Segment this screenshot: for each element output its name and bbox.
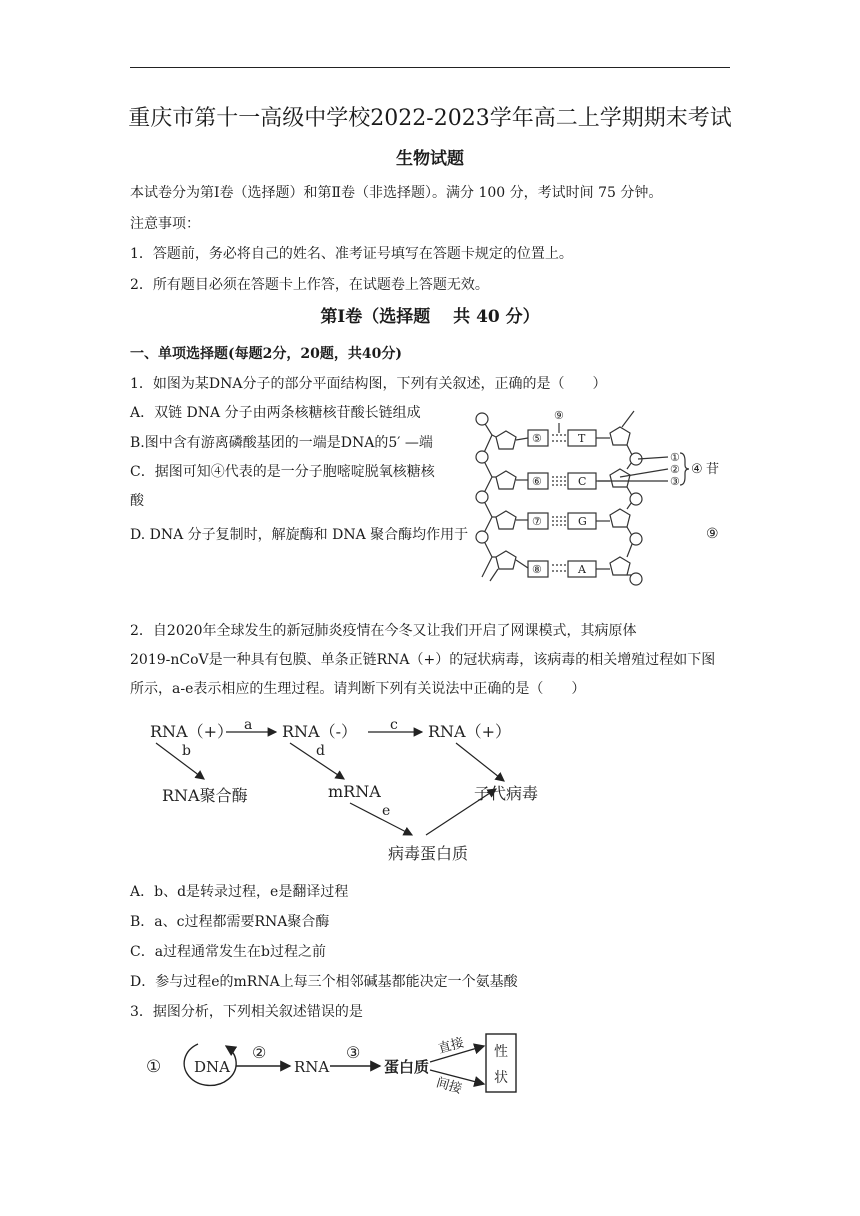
q1-stem: 1．如图为某DNA分子的部分平面结构图，下列有关叙述，正确的是（ ） [130,376,607,392]
label-4: ④ [691,462,703,477]
q2-option-d: D．参与过程e的mRNA上每三个相邻碱基都能决定一个氨基酸 [130,974,518,990]
trait-char-1: 性 [494,1044,508,1060]
numbered-box-7: ⑦ [532,515,542,528]
numbered-box-6: ⑥ [532,475,542,488]
step-2: ② [252,1043,267,1062]
rna-label: RNA [294,1058,330,1076]
label-2: ② [670,463,680,476]
base-c: C [578,475,587,488]
label-e: e [382,803,391,819]
label-3: ③ [670,475,680,488]
overflow-label-9: ⑨ [706,526,719,542]
q1-option-c-cont: 酸 [130,493,144,509]
base-a: A [578,563,586,576]
label-d: d [316,743,325,759]
q2-option-b: B．a、c过程都需要RNA聚合酶 [130,914,330,930]
label-b: b [182,743,191,759]
dna-structure-diagram [470,405,730,595]
exam-subtitle: 生物试题 [396,149,464,169]
note-1: 1．答题前，务必将自己的姓名、准考证号填写在答题卡规定的位置上。 [130,246,573,262]
base-g: G [578,515,587,528]
rna-plus-left: RNA（+） [150,722,234,741]
trait-char-2: 状 [494,1070,508,1086]
q1-option-d: D. DNA 分子复制时，解旋酶和 DNA 聚合酶均作用于 [130,527,469,543]
progeny-virus: 子代病毒 [474,784,539,803]
virus-protein: 病毒蛋白质 [388,844,469,863]
indirect-label: 间接 [434,1075,464,1098]
q2-stem-1: 2．自2020年全球发生的新冠肺炎疫情在今冬又让我们开启了网课模式，其病原体 [130,623,637,639]
base-t: T [578,432,586,445]
step-3: ③ [346,1043,361,1062]
notes-heading: 注意事项： [130,216,200,232]
part1-heading: 第Ⅰ卷（选择题 共 40 分） [320,307,540,327]
central-dogma-diagram [140,1030,540,1100]
exam-title: 重庆市第十一高级中学校2022-2023学年高二上学期期末考试 [128,106,732,131]
label-a: a [244,717,253,733]
protein-label: 蛋白质 [384,1058,430,1076]
q1-option-c: C．据图可知④代表的是一分子胞嘧啶脱氧核糖核 [130,464,435,480]
label-9: ⑨ [554,409,564,422]
rna-polymerase: RNA聚合酶 [162,786,248,805]
numbered-box-8: ⑧ [532,563,542,576]
overflow-text: 苷 [706,462,720,477]
q1-option-a: A．双链 DNA 分子由两条核糖核苷酸长链组成 [130,405,421,421]
q2-stem-2: 2019-nCoV是一种具有包膜、单条正链RNA（+）的冠状病毒，该病毒的相关增殖过程如下图 [130,652,716,668]
label-c: c [390,717,398,733]
section-heading: 一、单项选择题(每题2分，20题，共40分) [130,346,402,362]
note-2: 2．所有题目必须在答题卡上作答，在试题卷上答题无效。 [130,277,489,293]
q3-stem: 3．据图分析，下列相关叙述错误的是 [130,1004,363,1020]
label-1: ① [670,451,680,464]
virus-replication-diagram [140,705,580,870]
direct-label: 直接 [436,1035,466,1057]
numbered-box-5: ⑤ [532,432,542,445]
rna-minus: RNA（-） [282,722,358,741]
top-rule [130,67,730,68]
q2-option-a: A．b、d是转录过程，e是翻译过程 [130,884,349,900]
dna-label: DNA [194,1058,230,1076]
rna-plus-right: RNA（+） [428,722,512,741]
step-1: ① [146,1057,162,1077]
mrna-node: mRNA [328,782,381,801]
q2-stem-3: 所示，a-e表示相应的生理过程。请判断下列有关说法中正确的是（ ） [130,681,586,697]
q1-option-b: B.图中含有游离磷酸基团的一端是DNA的5′ —端 [130,435,433,451]
q2-option-c: C．a过程通常发生在b过程之前 [130,944,327,960]
intro-line: 本试卷分为第Ⅰ卷（选择题）和第Ⅱ卷（非选择题）。满分 100 分，考试时间 75 分钟。 [130,185,663,201]
